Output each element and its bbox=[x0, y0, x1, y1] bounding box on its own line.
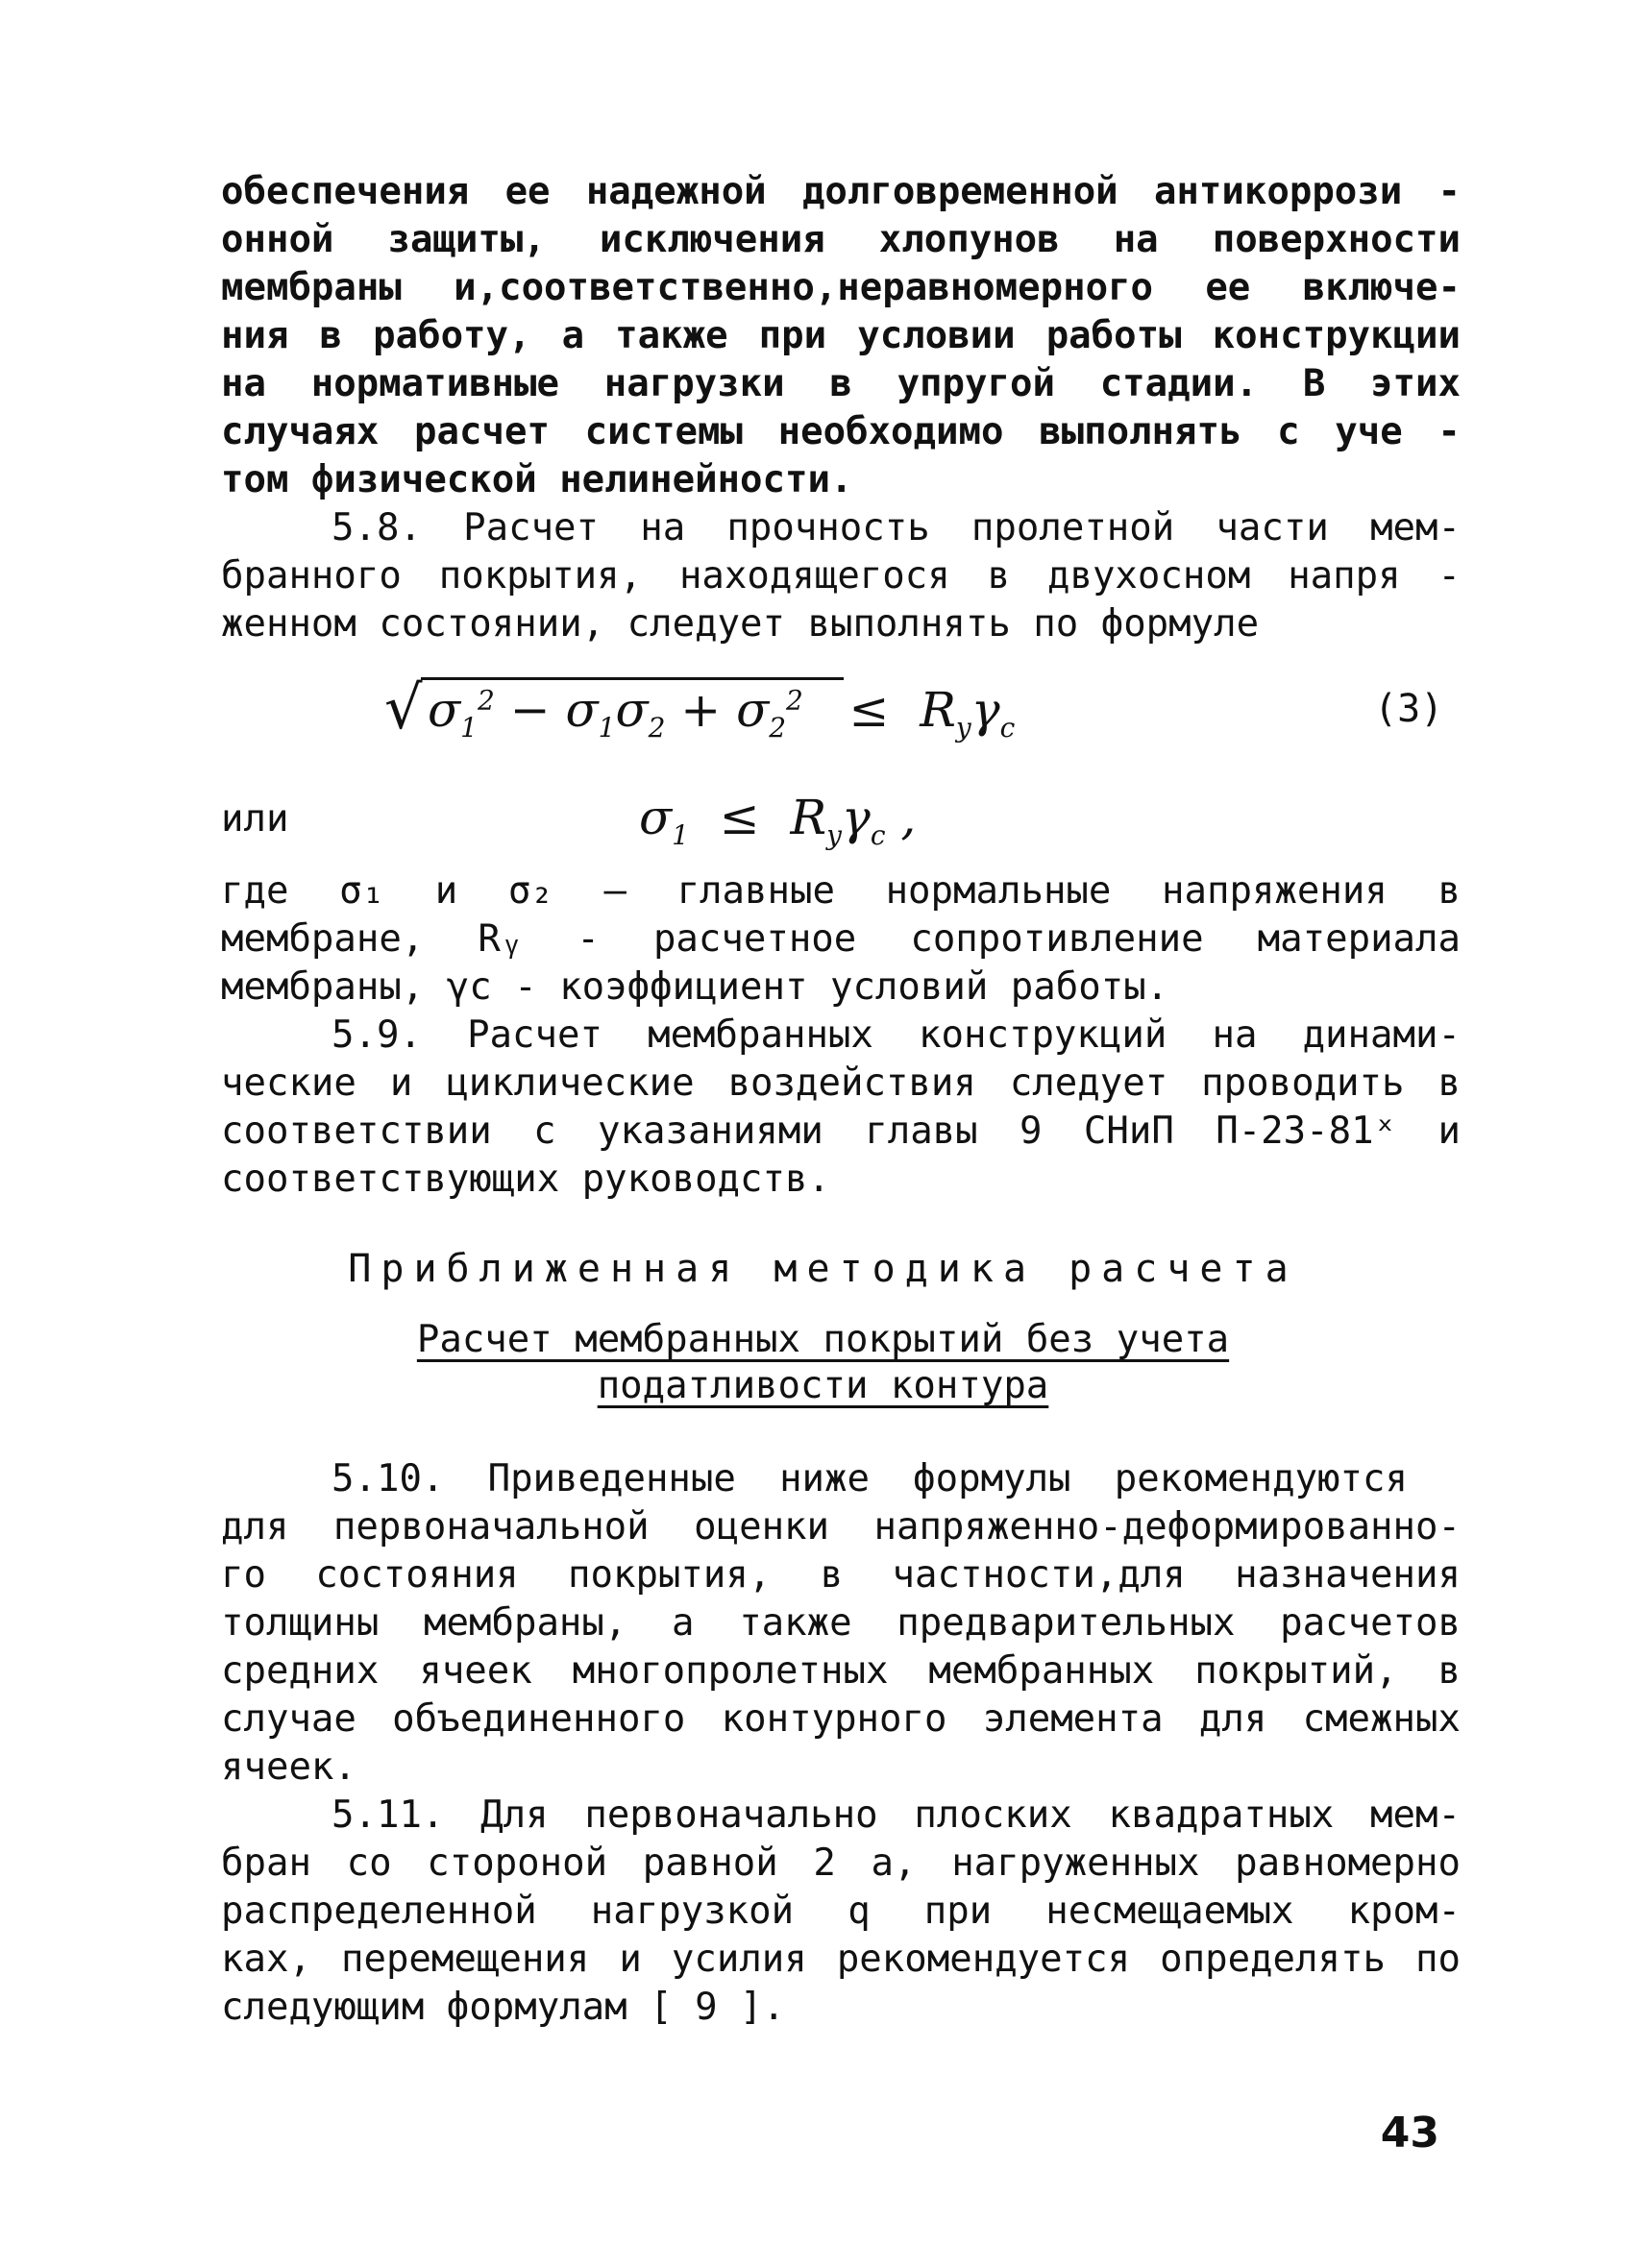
text-line bbox=[221, 1551, 1461, 1599]
word: мем- bbox=[1370, 1793, 1461, 1837]
word: формулы bbox=[913, 1457, 1071, 1500]
word: выполнять bbox=[1039, 410, 1242, 453]
word: части bbox=[1216, 506, 1329, 549]
word: рекомендуется bbox=[836, 1938, 1131, 1981]
word: 5.8. bbox=[332, 506, 422, 549]
word: бран bbox=[221, 1841, 311, 1885]
section-subheading-2: податливости контура bbox=[597, 1364, 1049, 1407]
word: долговременной bbox=[801, 170, 1118, 213]
text-line bbox=[332, 504, 1461, 552]
word: конструкции bbox=[1212, 314, 1461, 357]
word: ее bbox=[1205, 266, 1251, 309]
word: элемента bbox=[982, 1697, 1164, 1741]
word: Расчет bbox=[467, 1013, 602, 1057]
word: первоначальной bbox=[332, 1505, 650, 1549]
word: на bbox=[221, 362, 266, 405]
word: в bbox=[1437, 1649, 1461, 1693]
word: СНиП bbox=[1083, 1110, 1174, 1153]
word: мембраны bbox=[221, 266, 402, 309]
word: следует bbox=[1009, 1061, 1168, 1105]
word: необходимо bbox=[777, 410, 1004, 453]
word: также bbox=[615, 314, 728, 357]
word: расчетное bbox=[652, 917, 857, 961]
word: Для bbox=[480, 1793, 549, 1837]
word: многопролетных bbox=[572, 1649, 889, 1693]
word: в bbox=[820, 1553, 844, 1597]
word: расчетов bbox=[1280, 1601, 1461, 1645]
word: 5.11. bbox=[332, 1793, 445, 1837]
word: нагрузки bbox=[603, 362, 785, 405]
word: ческие bbox=[221, 1061, 356, 1105]
word: 2 bbox=[813, 1841, 836, 1885]
word: хлопунов bbox=[878, 218, 1060, 261]
word: стадии. bbox=[1099, 362, 1259, 405]
word: предварительных bbox=[897, 1601, 1236, 1645]
text-line bbox=[221, 1936, 1461, 1984]
word: В bbox=[1302, 362, 1326, 405]
word: бранного bbox=[221, 554, 402, 597]
word: равномерно bbox=[1235, 1841, 1461, 1885]
word: для bbox=[1198, 1697, 1267, 1741]
text-line bbox=[332, 1455, 1408, 1503]
word: на bbox=[640, 506, 686, 549]
word: ния bbox=[221, 314, 289, 357]
text-line bbox=[221, 360, 1461, 408]
word: Расчет bbox=[463, 506, 600, 549]
text-line: том физической нелинейности. bbox=[221, 458, 853, 501]
word: нормативные bbox=[310, 362, 559, 405]
word: указаниями bbox=[598, 1110, 823, 1153]
text-line bbox=[221, 216, 1461, 264]
word: σ₁ bbox=[339, 869, 385, 913]
word: 9 bbox=[1020, 1110, 1043, 1153]
word: мембранных bbox=[648, 1013, 873, 1057]
word: Rᵧ bbox=[478, 917, 524, 961]
word: двухосном bbox=[1046, 554, 1251, 597]
formula-number: (3) bbox=[1374, 687, 1444, 731]
word: прочность bbox=[726, 506, 930, 549]
word: ее bbox=[504, 170, 551, 213]
text-line bbox=[221, 1840, 1461, 1888]
word: состояния bbox=[315, 1553, 519, 1597]
word: распределенной bbox=[221, 1890, 537, 1933]
word: несмещаемых bbox=[1045, 1890, 1294, 1933]
word: с bbox=[1277, 410, 1300, 453]
word: напряженно-деформированно- bbox=[873, 1505, 1461, 1549]
or-label: или bbox=[221, 797, 289, 841]
word: квадратных bbox=[1108, 1793, 1335, 1837]
word: находящегося bbox=[678, 554, 950, 597]
word: соответствии bbox=[221, 1110, 492, 1153]
word: ках, bbox=[221, 1938, 311, 1981]
word: работы bbox=[1045, 314, 1182, 357]
word: случае bbox=[221, 1697, 356, 1741]
word: динами- bbox=[1302, 1013, 1461, 1057]
word: расчет bbox=[414, 410, 550, 453]
word: онной bbox=[221, 218, 334, 261]
text-line bbox=[332, 1012, 1461, 1060]
word: усилия bbox=[671, 1938, 807, 1981]
word: и bbox=[619, 1938, 642, 1981]
word: также bbox=[739, 1601, 852, 1645]
word: стороной bbox=[427, 1841, 608, 1885]
word: контурного bbox=[721, 1697, 947, 1741]
text-line bbox=[221, 1060, 1461, 1108]
word: Приведенные bbox=[487, 1457, 736, 1500]
text-line bbox=[221, 264, 1461, 312]
word: го bbox=[221, 1553, 266, 1597]
word: - bbox=[1437, 554, 1461, 597]
word: в bbox=[319, 314, 343, 357]
word: мембранных bbox=[928, 1649, 1155, 1693]
text-line: следующим формулам [ 9 ]. bbox=[221, 1986, 785, 2029]
word: мем- bbox=[1370, 506, 1461, 549]
word: плоских bbox=[914, 1793, 1072, 1837]
word: а bbox=[561, 314, 585, 357]
word: уче bbox=[1335, 410, 1403, 453]
word: частности,для bbox=[892, 1553, 1186, 1597]
text-line bbox=[221, 168, 1461, 216]
word: циклические bbox=[446, 1061, 695, 1105]
word: а, bbox=[871, 1841, 917, 1885]
word: — bbox=[603, 869, 626, 913]
word: на bbox=[1113, 218, 1159, 261]
text-line bbox=[221, 408, 1461, 456]
text-line bbox=[221, 1599, 1461, 1647]
word: в bbox=[1437, 869, 1461, 913]
formula-alt: $\sigma_1 \le R_y\gamma_c$ , bbox=[639, 790, 917, 851]
word: исключения bbox=[599, 218, 825, 261]
word: мембраны, bbox=[424, 1601, 627, 1645]
text-line: соответствующих руководств. bbox=[221, 1158, 830, 1201]
word: нагрузкой bbox=[590, 1890, 795, 1933]
word: в bbox=[1437, 1061, 1461, 1105]
word: q bbox=[848, 1890, 871, 1933]
word: обеспечения bbox=[221, 170, 470, 213]
word: 5.10. bbox=[332, 1457, 445, 1500]
word: условии bbox=[857, 314, 1016, 357]
word: при bbox=[758, 314, 827, 357]
word: нагруженных bbox=[951, 1841, 1200, 1885]
word: конструкций bbox=[919, 1013, 1167, 1057]
word: перемещения bbox=[340, 1938, 590, 1981]
text-line bbox=[221, 1695, 1461, 1744]
word: по bbox=[1415, 1938, 1461, 1981]
word: назначения bbox=[1235, 1553, 1461, 1597]
word: первоначально bbox=[584, 1793, 878, 1837]
text-line bbox=[221, 1503, 1461, 1551]
text-line: ячеек. bbox=[221, 1745, 356, 1789]
word: главные bbox=[676, 869, 835, 913]
text-line bbox=[221, 312, 1461, 360]
word: объединенного bbox=[392, 1697, 686, 1741]
word: ниже bbox=[779, 1457, 870, 1500]
word: системы bbox=[584, 410, 743, 453]
word: в bbox=[987, 554, 1011, 597]
word: П-23-81ˣ bbox=[1216, 1110, 1397, 1153]
word: определять bbox=[1160, 1938, 1386, 1981]
section-heading: Приближенная методика расчета bbox=[348, 1247, 1298, 1291]
text-line bbox=[221, 915, 1461, 963]
word: упругой bbox=[897, 362, 1055, 405]
word: материала bbox=[1257, 917, 1461, 961]
word: средних bbox=[221, 1649, 380, 1693]
word: на bbox=[1212, 1013, 1258, 1057]
word: пролетной bbox=[970, 506, 1175, 549]
word: где bbox=[221, 869, 289, 913]
word: - bbox=[1437, 170, 1461, 213]
word: нормальные bbox=[885, 869, 1112, 913]
text-line bbox=[221, 552, 1461, 600]
word: а bbox=[672, 1601, 695, 1645]
word: напряжения bbox=[1162, 869, 1388, 913]
text-line bbox=[221, 867, 1461, 915]
word: воздействия bbox=[727, 1061, 976, 1105]
word: антикоррози bbox=[1153, 170, 1403, 213]
section-subheading-1: Расчет мембранных покрытий без учета bbox=[416, 1318, 1230, 1361]
word: σ₂ bbox=[507, 869, 553, 913]
text-line: женном состоянии, следует выполнять по формуле bbox=[221, 602, 1260, 646]
formula-expression: $\sigma_1^2 - \sigma_1\sigma_2 + \sigma_2^2 \le R_y\gamma_c$ bbox=[428, 682, 1016, 744]
word: этих bbox=[1370, 362, 1461, 405]
word: работу, bbox=[373, 314, 531, 357]
word: главы bbox=[865, 1110, 978, 1153]
text-line bbox=[221, 1647, 1461, 1695]
page-number: 43 bbox=[1380, 2109, 1439, 2158]
text-line bbox=[221, 1108, 1461, 1156]
text-line bbox=[221, 1888, 1461, 1936]
word: покрытия, bbox=[438, 554, 643, 597]
word: рекомендуются bbox=[1114, 1457, 1408, 1500]
text-line: мембраны, γc - коэффициент условий работы. bbox=[221, 965, 1169, 1009]
word: кром- bbox=[1347, 1890, 1461, 1933]
word: 5.9. bbox=[332, 1013, 422, 1057]
word: напря bbox=[1288, 554, 1401, 597]
word: при bbox=[923, 1890, 993, 1933]
word: оценки bbox=[694, 1505, 830, 1549]
word: - bbox=[1437, 410, 1461, 453]
word: для bbox=[221, 1505, 289, 1549]
sqrt-sign: √ bbox=[384, 672, 423, 743]
word: сопротивление bbox=[910, 917, 1204, 961]
word: защиты, bbox=[387, 218, 546, 261]
word: мембране, bbox=[221, 917, 425, 961]
word: ячеек bbox=[419, 1649, 532, 1693]
word: и,соответственно,неравномерного bbox=[454, 266, 1154, 309]
word: проводить bbox=[1201, 1061, 1405, 1105]
word: и bbox=[434, 869, 458, 913]
word: случаях bbox=[221, 410, 380, 453]
word: включе- bbox=[1302, 266, 1461, 309]
word: равной bbox=[642, 1841, 778, 1885]
word: толщины bbox=[221, 1601, 380, 1645]
word: поверхности bbox=[1212, 218, 1461, 261]
word: в bbox=[829, 362, 852, 405]
word: смежных bbox=[1302, 1697, 1461, 1741]
word: - bbox=[577, 917, 600, 961]
word: покрытий, bbox=[1194, 1649, 1398, 1693]
word: и bbox=[389, 1061, 413, 1105]
sqrt-bar bbox=[421, 677, 844, 680]
word: и bbox=[1437, 1110, 1461, 1153]
text-line bbox=[332, 1792, 1461, 1840]
word: покрытия, bbox=[568, 1553, 772, 1597]
word: надежной bbox=[585, 170, 767, 213]
word: со bbox=[346, 1841, 392, 1885]
word: с bbox=[533, 1110, 556, 1153]
